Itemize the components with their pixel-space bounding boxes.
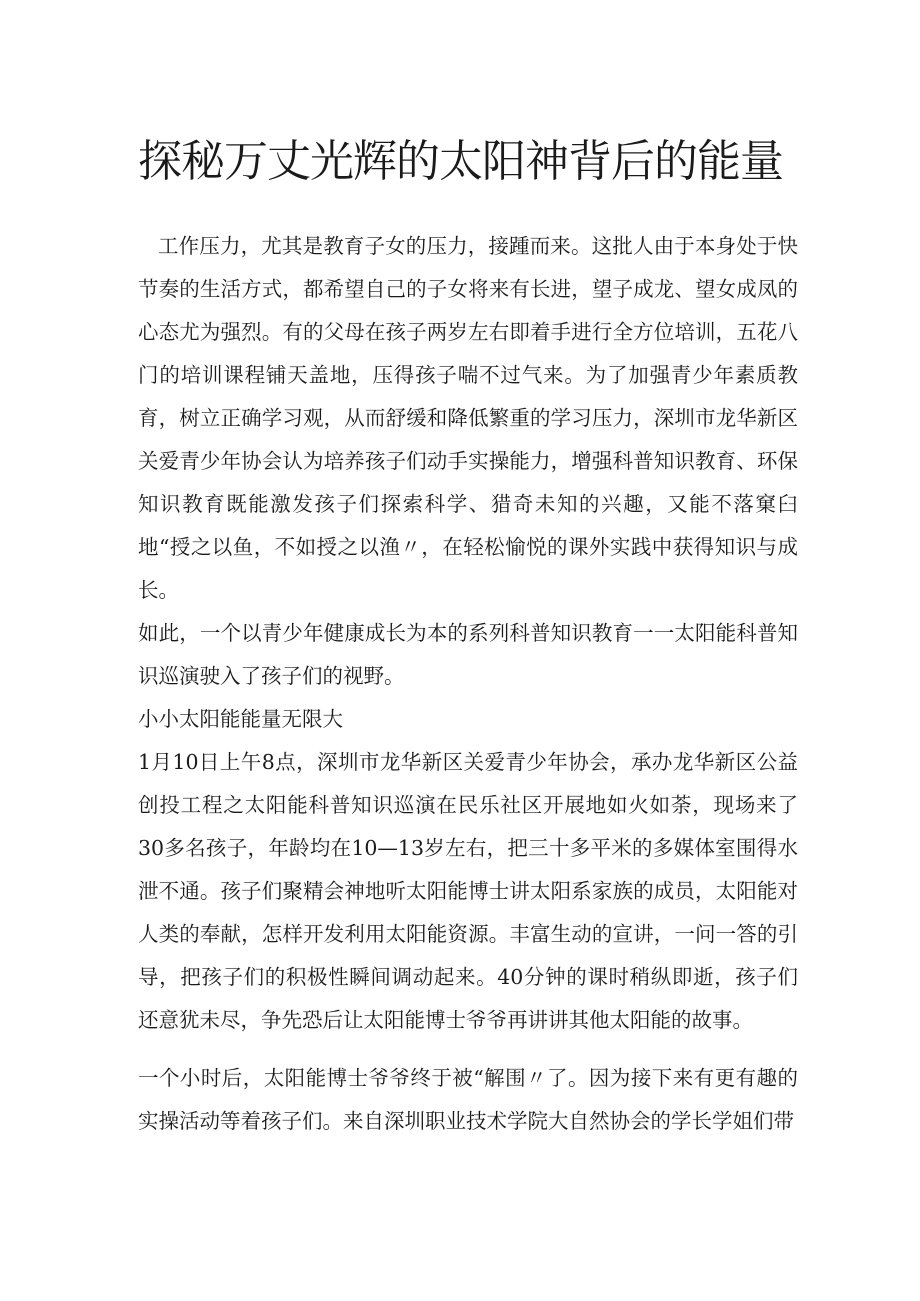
- paragraph-intro: 工作压力，尤其是教育子女的压力，接踵而来。这批人由于本身处于快节奏的生活方式，都希望自己的子女将来有长进，望子成龙、望女成凤的心态尤为强烈。有的父母在孩子两岁左右即着手进行全方位培训，五花八门的培训课程铺天盖地，压得孩子喘不过气来。为了加强青少年素质教育，树立正确学习观，从而舒缓和降低繁重的学习压力，深圳市龙华新区关爱青少年协会认为培养孩子们动手实操能力，增强科普知识教育、环保知识教育既能激发孩子们探索科学、猎奇未知的兴趣，又能不落窠臼地“授之以鱼，不如授之以渔〃，在轻松愉悦的课外实践中获得知识与成长。: [138, 234, 798, 602]
- paragraph-program: 如此，一个以青少年健康成长为本的系列科普知识教育一一太阳能科普知识巡演驶入了孩子们的视野。: [138, 621, 798, 688]
- paragraph-activity: 一个小时后，太阳能博士爷爷终于被“解围〃了。因为接下来有更有趣的实操活动等着孩子们。来自深圳职业技术学院大自然协会的学长学姐们带: [138, 1066, 798, 1133]
- document-title: 探秘万丈光辉的太阳神背后的能量: [138, 136, 783, 187]
- section-heading: 小小太阳能能量无限大: [138, 707, 343, 731]
- document-body: [138, 225, 798, 1143]
- paragraph-event: 1月10日上午8点，深圳市龙华新区关爱青少年协会，承办龙华新区公益创投工程之太阳能科普知识巡演在民乐社区开展地如火如荼，现场来了30多名孩子，年龄均在10—13岁左右，把三十多平米的多媒体室围得水泄不通。孩子们聚精会神地听太阳能博士讲太阳系家族的成员，太阳能对人类的奉献，怎样开发利用太阳能资源。丰富生动的宣讲，一问一答的引导，把孩子们的积极性瞬间调动起来。40分钟的课时稍纵即逝，孩子们还意犹未尽，争先恐后让太阳能博士爷爷再讲讲其他太阳能的故事。: [138, 750, 798, 1032]
